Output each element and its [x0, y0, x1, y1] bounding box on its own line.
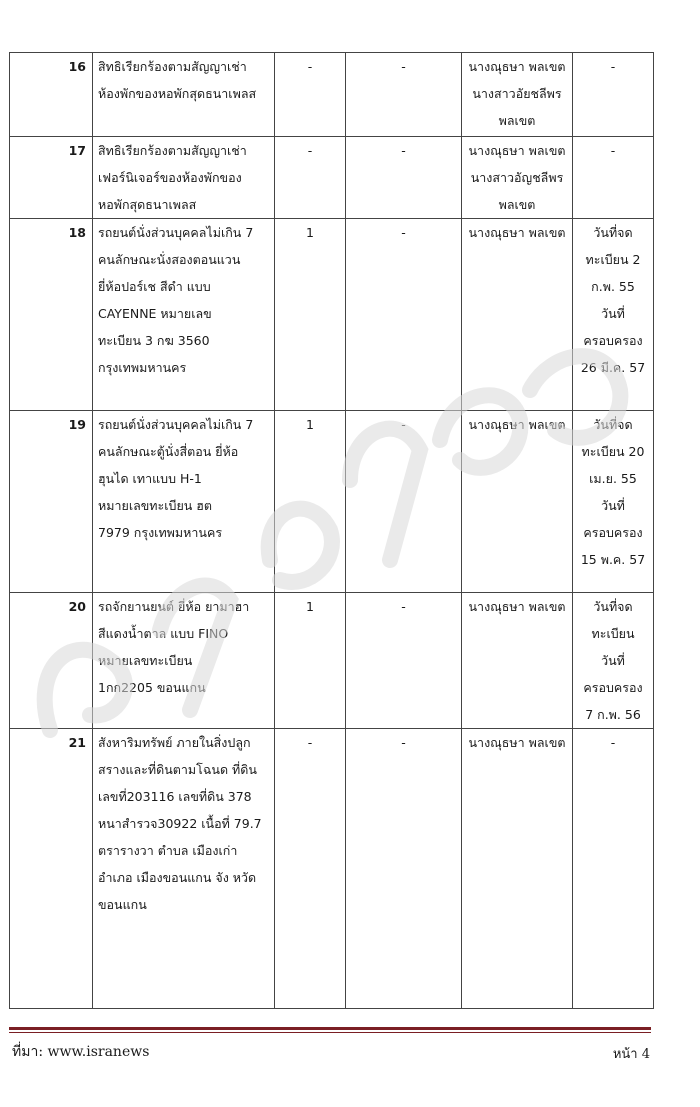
page-number: หน้า 4 [612, 1047, 650, 1062]
row-number: 16 [10, 53, 93, 137]
date-cell: วันที่จด ทะเบียน วันที่ ครอบครอง 7 ก.พ. 56 [573, 593, 654, 729]
row-number: 21 [10, 729, 93, 1009]
date-cell: วันที่จด ทะเบียน 2 ก.พ. 55 วันที่ ครอบครอง 26 มี.ค. 57 [573, 219, 654, 411]
table-row [10, 729, 654, 1009]
quantity-cell: 1 [275, 219, 346, 411]
date-cell: วันที่จด ทะเบียน 20 เม.ย. 55 วันที่ ครอบครอง 15 พ.ค. 57 [573, 411, 654, 593]
value-cell: - [346, 219, 462, 411]
owner-cell: นางณุธษา พลเขต [462, 411, 573, 593]
value-cell: - [346, 729, 462, 1009]
quantity-cell: 1 [275, 411, 346, 593]
row-number: 18 [10, 219, 93, 411]
value-cell: - [346, 411, 462, 593]
value-cell: - [346, 593, 462, 729]
date-cell: - [573, 137, 654, 219]
table-row [10, 593, 654, 729]
table-row [10, 53, 654, 137]
footer-source: ที่มา: www.isranews [12, 1044, 150, 1060]
date-cell: - [573, 729, 654, 1009]
asset-description: รถยนต์นั่งส่วนบุคคลไม่เกิน 7 คนลักษณะตู้นั่งสี่ตอน ยี่ห้อ ฮุนได เทาแบบ H-1 หมายเลขทะเบียน ฮต 7979 กรุงเทพมหานคร [93, 411, 275, 593]
asset-description: สังหาริมทรัพย์ ภายในสิ่งปลูก สรางและที่ดินตามโฉนด ที่ดิน เลขที่203116 เลขที่ดิน 378 หนาสำรวจ30922 เนื้อที่ 79.7 ตรารางวา ตำบล เมืองเก่า อำเภอ เมืองขอนแกน จัง หวัด ขอนแกน [93, 729, 275, 1009]
quantity-cell: 1 [275, 593, 346, 729]
footer-rule [9, 1027, 651, 1030]
asset-description: สิทธิเรียกร้องตามสัญญาเช่า เฟอร์นิเจอร์ของห้องพักของ หอพักสุดธนาเพลส [93, 137, 275, 219]
value-cell: - [346, 137, 462, 219]
asset-description: รถจักยานยนต์ ยี่ห้อ ยามาฮา สีแดงน้ำตาล แบบ FINO หมายเลขทะเบียน 1กก2205 ขอนแกน [93, 593, 275, 729]
quantity-cell: - [275, 53, 346, 137]
owner-cell: นางณุธษา พลเขต [462, 219, 573, 411]
table-row [10, 411, 654, 593]
table-row [10, 219, 654, 411]
owner-cell: นางณุธษา พลเขต [462, 593, 573, 729]
asset-description: รถยนต์นั่งส่วนบุคคลไม่เกิน 7 คนลักษณะนั่งสองตอนแวน ยี่ห้อปอร์เช สีดำ แบบ CAYENNE หมายเลข ทะเบียน 3 กฆ 3560 กรุงเทพมหานคร [93, 219, 275, 411]
date-cell: - [573, 53, 654, 137]
value-cell: - [346, 53, 462, 137]
table-row [10, 137, 654, 219]
owner-cell: นางณุธษา พลเขต [462, 729, 573, 1009]
quantity-cell: - [275, 137, 346, 219]
row-number: 20 [10, 593, 93, 729]
row-number: 19 [10, 411, 93, 593]
owner-cell: นางณุธษา พลเขต นางสาวอัยชลีพร พลเขต [462, 53, 573, 137]
row-number: 17 [10, 137, 93, 219]
owner-cell: นางณุธษา พลเขต นางสาวอัญชลีพร พลเขต [462, 137, 573, 219]
asset-table [9, 52, 654, 1009]
footer-rule-thin [9, 1032, 651, 1033]
quantity-cell: - [275, 729, 346, 1009]
asset-description: สิทธิเรียกร้องตามสัญญาเช่า ห้องพักของหอพักสุดธนาเพลส [93, 53, 275, 137]
